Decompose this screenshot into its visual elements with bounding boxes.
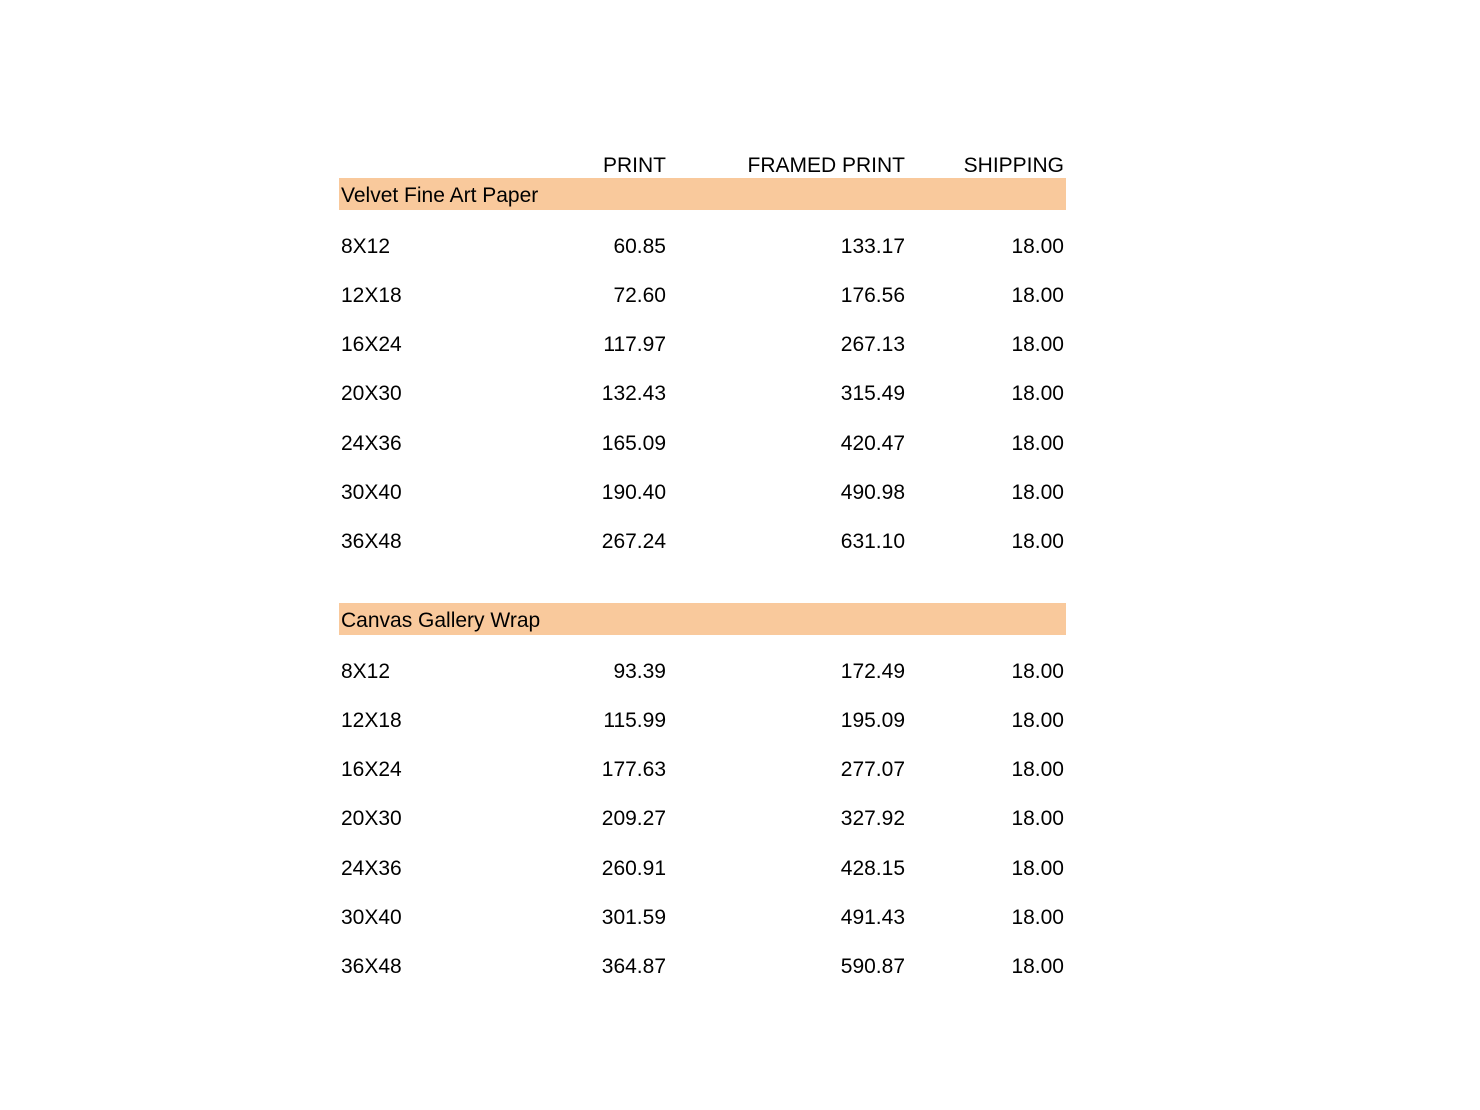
print-price-cell: 132.43	[601, 382, 666, 405]
print-price-cell: 260.91	[601, 857, 666, 880]
size-cell: 36X48	[341, 955, 402, 978]
framed-price-cell: 172.49	[840, 660, 905, 683]
shipping-cell: 18.00	[1011, 382, 1064, 405]
print-price-cell: 267.24	[601, 530, 666, 553]
print-price-cell: 165.09	[601, 432, 666, 455]
shipping-cell: 18.00	[1011, 284, 1064, 307]
size-cell: 12X18	[341, 284, 402, 307]
table-row	[339, 807, 1066, 831]
table-row	[339, 382, 1066, 406]
shipping-cell: 18.00	[1011, 758, 1064, 781]
shipping-cell: 18.00	[1011, 807, 1064, 830]
table-row	[339, 709, 1066, 733]
print-price-cell: 177.63	[601, 758, 666, 781]
shipping-cell: 18.00	[1011, 660, 1064, 683]
table-row	[339, 955, 1066, 979]
table-row	[339, 758, 1066, 782]
framed-price-cell: 590.87	[840, 955, 905, 978]
shipping-cell: 18.00	[1011, 530, 1064, 553]
shipping-cell: 18.00	[1011, 857, 1064, 880]
shipping-cell: 18.00	[1011, 481, 1064, 504]
section-band-canvas	[339, 603, 1066, 635]
table-row	[339, 481, 1066, 505]
framed-price-cell: 631.10	[840, 530, 905, 553]
header-print: PRINT	[603, 154, 666, 177]
size-cell: 30X40	[341, 481, 402, 504]
size-cell: 12X18	[341, 709, 402, 732]
table-row	[339, 530, 1066, 554]
shipping-cell: 18.00	[1011, 709, 1064, 732]
print-price-cell: 117.97	[603, 333, 666, 356]
framed-price-cell: 327.92	[840, 807, 905, 830]
framed-price-cell: 195.09	[840, 709, 905, 732]
table-row	[339, 432, 1066, 456]
print-price-cell: 209.27	[601, 807, 666, 830]
size-cell: 16X24	[341, 333, 402, 356]
framed-price-cell: 428.15	[840, 857, 905, 880]
framed-price-cell: 133.17	[840, 235, 905, 258]
print-price-cell: 60.85	[613, 235, 666, 258]
shipping-cell: 18.00	[1011, 432, 1064, 455]
framed-price-cell: 267.13	[840, 333, 905, 356]
section-title: Canvas Gallery Wrap	[341, 609, 541, 632]
shipping-cell: 18.00	[1011, 333, 1064, 356]
section-band-velvet	[339, 178, 1066, 210]
print-price-cell: 301.59	[601, 906, 666, 929]
size-cell: 30X40	[341, 906, 402, 929]
size-cell: 24X36	[341, 432, 402, 455]
print-price-cell: 364.87	[601, 955, 666, 978]
table-row	[339, 906, 1066, 930]
print-price-cell: 93.39	[613, 660, 666, 683]
header-shipping: SHIPPING	[963, 154, 1064, 177]
size-cell: 16X24	[341, 758, 402, 781]
shipping-cell: 18.00	[1011, 906, 1064, 929]
size-cell: 20X30	[341, 807, 402, 830]
size-cell: 8X12	[341, 660, 391, 683]
header-framed-print: FRAMED PRINT	[747, 154, 905, 177]
table-row	[339, 857, 1066, 881]
framed-price-cell: 176.56	[840, 284, 905, 307]
size-cell: 20X30	[341, 382, 402, 405]
table-row	[339, 284, 1066, 308]
shipping-cell: 18.00	[1011, 235, 1064, 258]
framed-price-cell: 490.98	[840, 481, 905, 504]
print-price-cell: 115.99	[603, 709, 666, 732]
table-row	[339, 333, 1066, 357]
size-cell: 36X48	[341, 530, 402, 553]
print-price-cell: 190.40	[601, 481, 666, 504]
framed-price-cell: 315.49	[840, 382, 905, 405]
section-title: Velvet Fine Art Paper	[341, 184, 539, 207]
print-price-cell: 72.60	[613, 284, 666, 307]
table-row	[339, 235, 1066, 259]
size-cell: 8X12	[341, 235, 391, 258]
table-row	[339, 660, 1066, 684]
framed-price-cell: 491.43	[840, 906, 905, 929]
framed-price-cell: 277.07	[840, 758, 905, 781]
shipping-cell: 18.00	[1011, 955, 1064, 978]
framed-price-cell: 420.47	[840, 432, 905, 455]
size-cell: 24X36	[341, 857, 402, 880]
